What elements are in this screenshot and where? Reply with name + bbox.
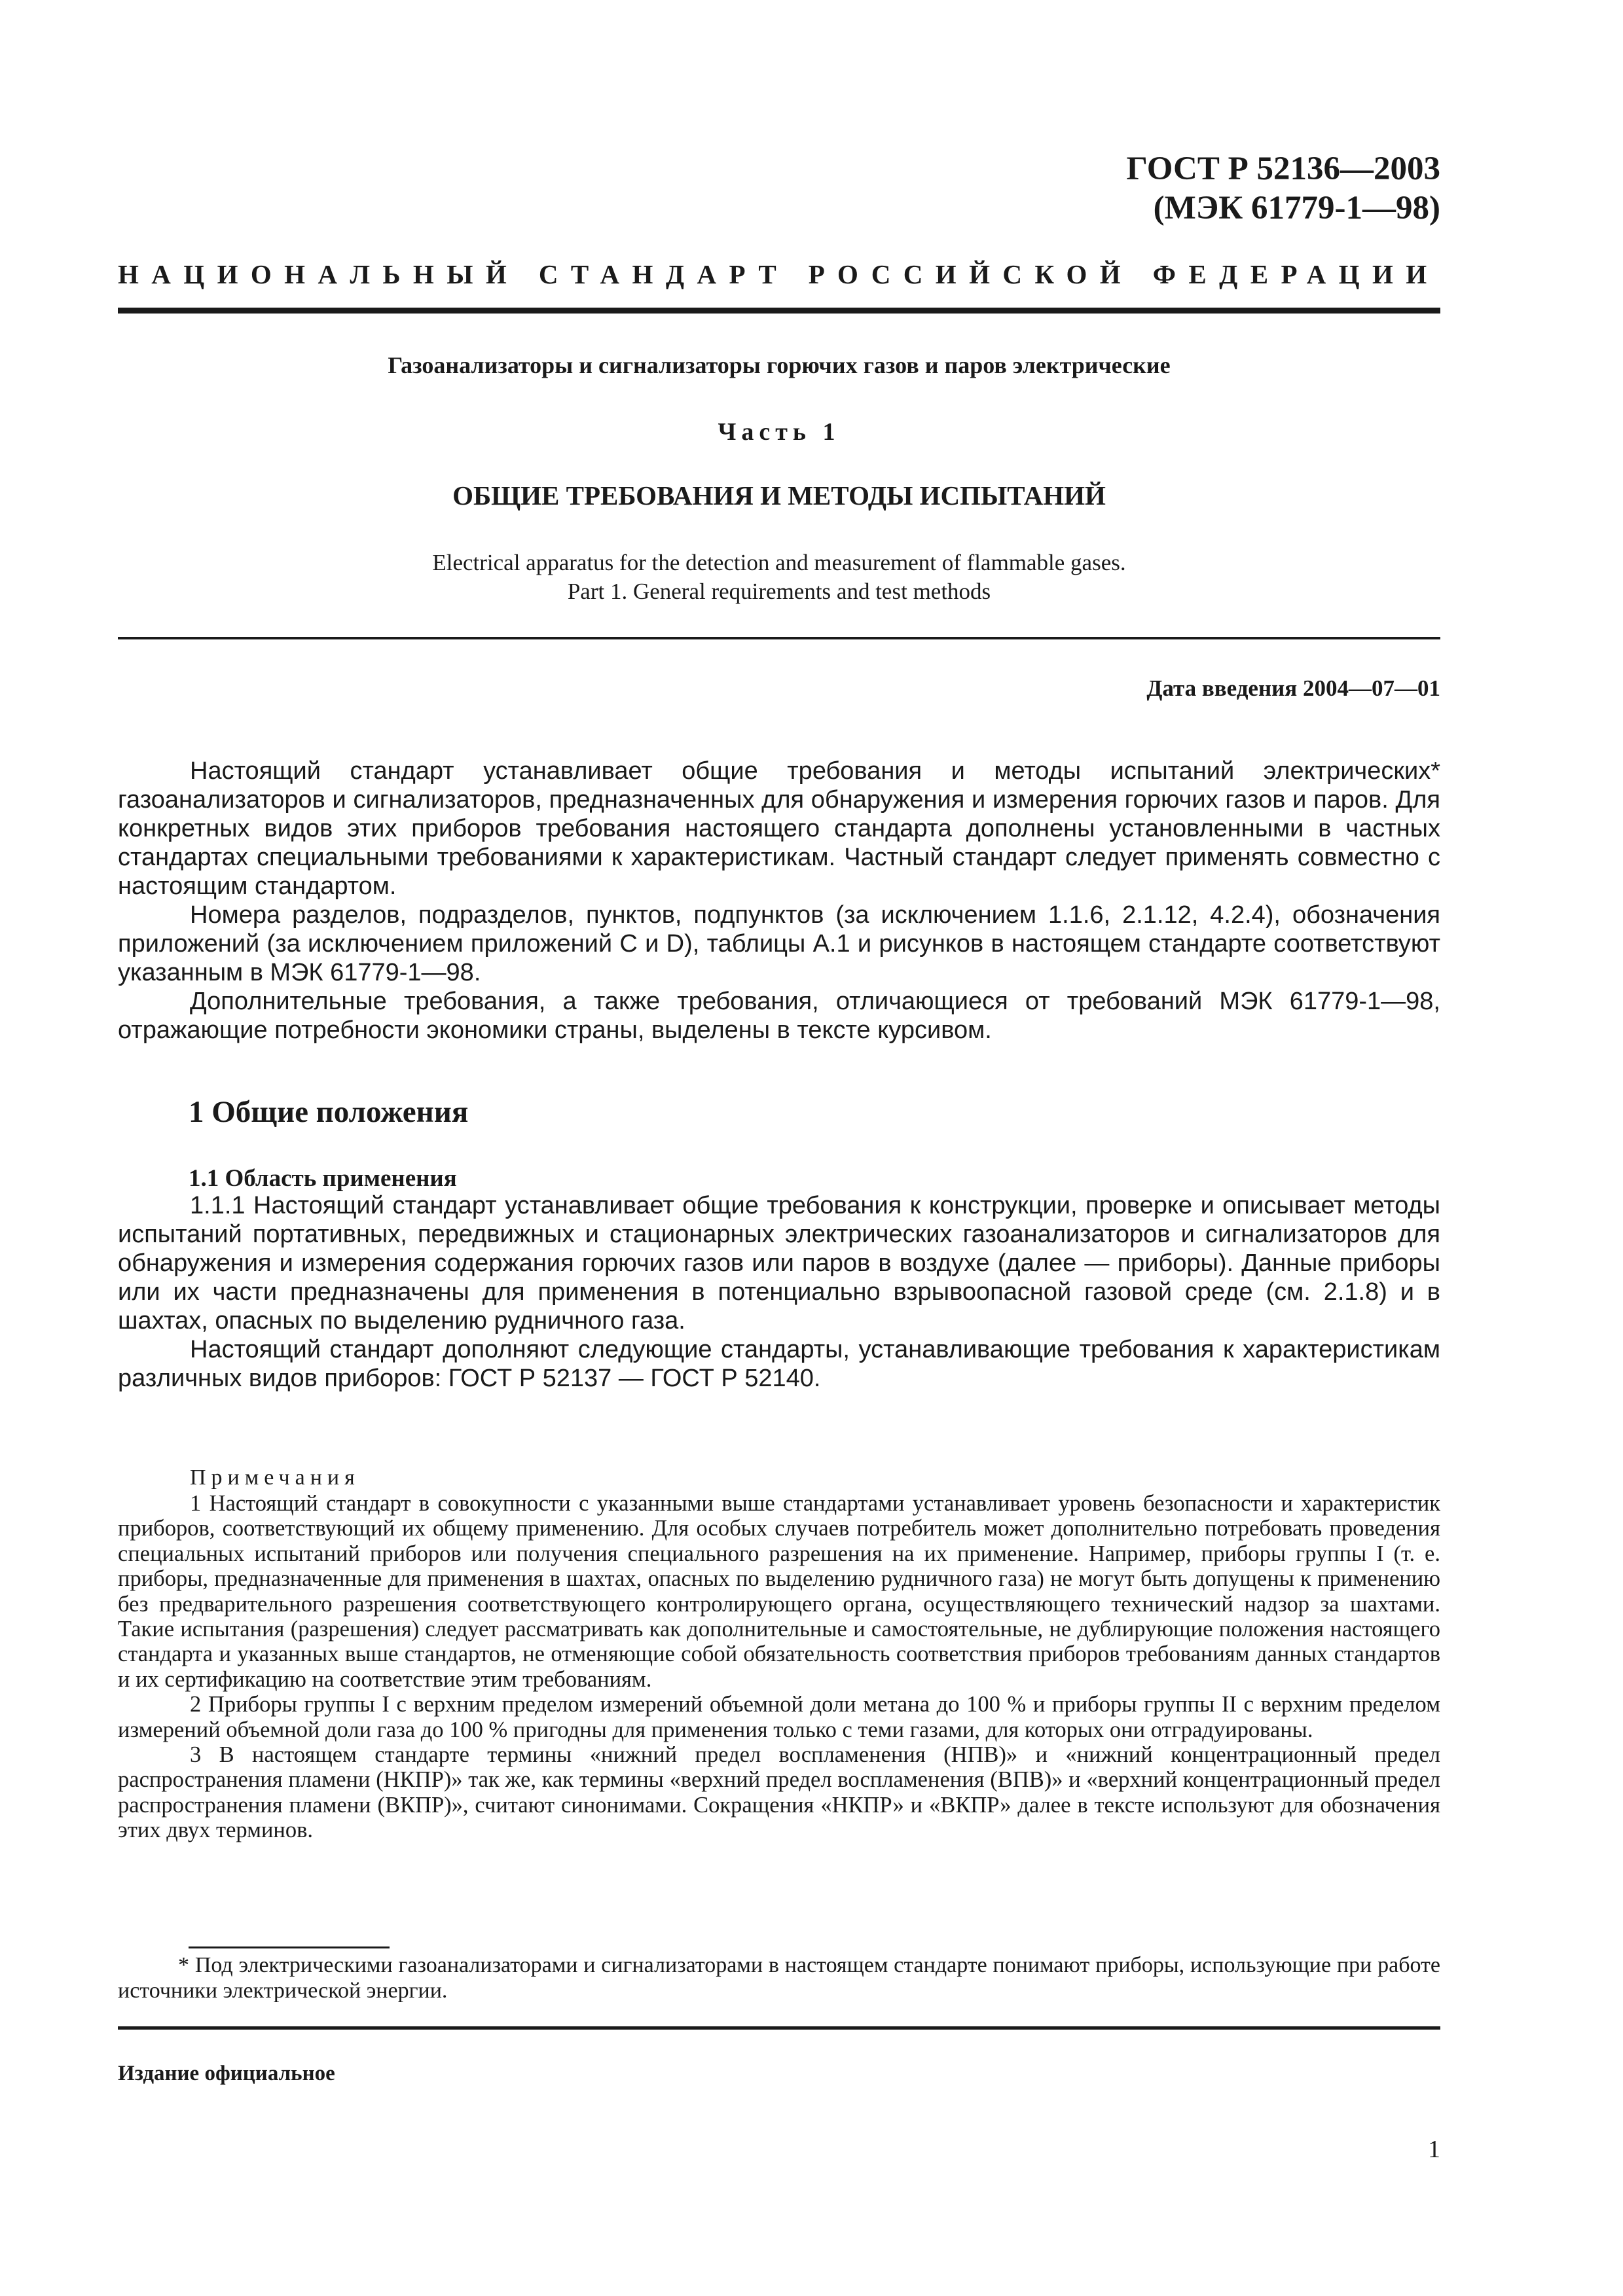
document-title: Газоанализаторы и сигнализаторы горючих газов и паров электрические <box>388 352 1171 378</box>
title-rule <box>118 637 1440 639</box>
footnote <box>118 1952 1440 2003</box>
note-item: 3 В настоящем стандарте термины «нижний предел воспламенения (НПВ)» и «нижний концентрационный предел распространения пламени (НКПР)» так же, как термины «верхний предел воспламенения (ВПВ)» и «верхний концентрационный предел распространения пламени (ВКПР)», считают синонимами. Сокращения «НКПР» и «ВКПР» далее в тексте используют для обозначения этих двух терминов. <box>118 1742 1440 1843</box>
scope-paragraph: Настоящий стандарт дополняют следующие стандарты, устанавливающие требования к характеристикам различных видов приборов: ГОСТ Р 52137 — ГОСТ Р 52140. <box>118 1336 1440 1392</box>
intro-paragraph: Настоящий стандарт устанавливает общие требования и методы испытаний электрических* газоанализаторов и сигнализаторов, предназначенных для обнаружения и измерения горючих газов и паров. Для конкретных видов этих приборов требования настоящего стандарта дополнены установленными в частных стандартах специальными требованиями к характеристикам. Частный стандарт следует применять совместно с настоящим стандартом. <box>118 757 1440 900</box>
header-rule <box>118 308 1440 314</box>
iec-number: (МЭК 61779-1—98) <box>1153 190 1440 226</box>
subsection-heading: 1.1 Область применения <box>189 1165 457 1192</box>
document-subtitle: ОБЩИЕ ТРЕБОВАНИЯ И МЕТОДЫ ИСПЫТАНИЙ <box>452 480 1106 511</box>
footnote-text: * Под электрическими газоанализаторами и сигнализаторами в настоящем стандарте понимают приборы, использующие при работе источники электрической энергии. <box>118 1953 1440 2003</box>
intro-paragraph: Номера разделов, подразделов, пунктов, подпунктов (за исключением 1.1.6, 2.1.12, 4.2.4), обозначения приложений (за исключением приложений С и D), таблицы А.1 и рисунков в настоящем стандарте соответствуют указанным в МЭК 61779-1—98. <box>118 901 1440 986</box>
english-title-line-1: Electrical apparatus for the detection and measurement of flammable gases. <box>432 550 1126 575</box>
scope-text <box>118 1191 1440 1393</box>
note-item: 1 Настоящий стандарт в совокупности с указанными выше стандартами устанавливает уровень безопасности и характеристик приборов, соответствующий их общему применению. Для особых случаев потребитель может дополнительно потребовать проведения специальных испытаний приборов или получения специального разрешения на их применение. Например, приборы группы I (т. е. приборы, предназначенные для применения в шахтах, опасных по выделению рудничного газа) не могут быть допущены к применению без предварительного разрешения соответствующего контролирующего органа, осуществляющего технический надзор за шахтами. Такие испытания (разрешения) следует рассматривать как дополнительные и самостоятельные, не дублирующие положения настоящего стандарта и указанных выше стандартов, не отменяющие собой обязательность соответствия приборов требованиям данных стандартов и их сертификацию на соответствие этим требованиям. <box>118 1491 1440 1692</box>
standard-number: ГОСТ Р 52136—2003 <box>1126 151 1440 187</box>
footnote-rule <box>189 1946 390 1948</box>
notes-list <box>118 1491 1440 1843</box>
scope-paragraph: 1.1.1 Настоящий стандарт устанавливает общие требования к конструкции, проверке и описывает методы испытаний портативных, передвижных и стационарных электрических газоанализаторов и сигнализаторов для обнаружения и измерения содержания горючих газов или паров в воздухе (далее — приборы). Данные приборы или их части предназначены для применения в потенциально взрывоопасной газовой среде (см. 2.1.8) и в шахтах, опасных по выделению рудничного газа. <box>118 1192 1440 1335</box>
document-page <box>118 0 1440 2296</box>
section-heading: 1 Общие положения <box>189 1095 469 1129</box>
edition-label: Издание официальное <box>118 2062 335 2085</box>
part-label: Часть 1 <box>718 418 841 446</box>
national-standard-banner: НАЦИОНАЛЬНЫЙ СТАНДАРТ РОССИЙСКОЙ ФЕДЕРАЦИИ <box>118 259 1440 289</box>
notes-title: Примечания <box>190 1465 360 1490</box>
english-title <box>118 548 1440 606</box>
intro-paragraph: Дополнительные требования, а также требования, отличающиеся от требований МЭК 61779-1—98, отражающие потребности экономики страны, выделены в тексте курсивом. <box>118 988 1440 1044</box>
standard-number-block <box>1127 149 1440 228</box>
introduction-date: Дата введения 2004—07—01 <box>1146 675 1440 701</box>
page-number: 1 <box>1428 2136 1440 2163</box>
note-item: 2 Приборы группы I с верхним пределом измерений объемной доли метана до 100 % и приборы группы II с верхним пределом измерений объемной доли газа до 100 % пригодны для применения только с теми газами, для которых они отградуированы. <box>118 1692 1440 1742</box>
english-title-line-2: Part 1. General requirements and test methods <box>567 579 991 604</box>
edition-rule <box>118 2026 1440 2030</box>
intro-text <box>118 757 1440 1045</box>
